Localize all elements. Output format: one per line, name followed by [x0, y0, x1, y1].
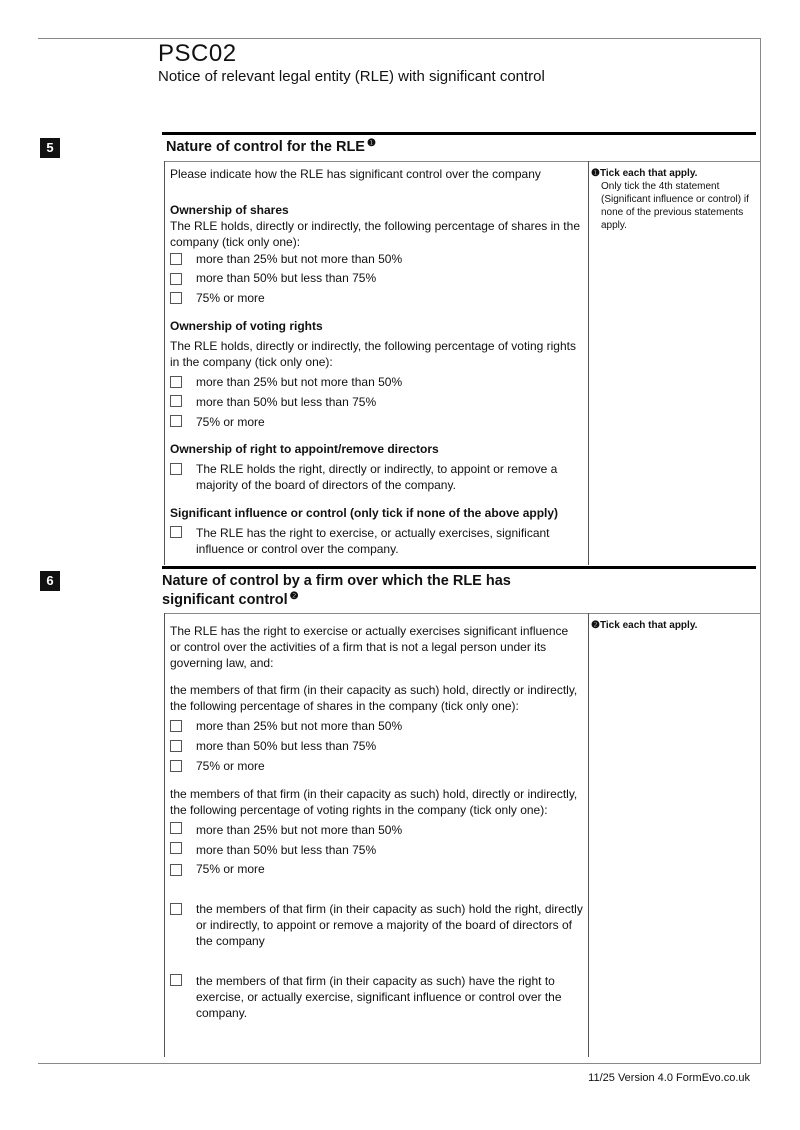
section5-intro: Please indicate how the RLE has significant control over the company [170, 167, 541, 181]
influence-option-line2: influence or control over the company. [196, 542, 399, 556]
firm-shares-option-1-checkbox[interactable] [170, 720, 182, 732]
note-marker-icon: ❷ [289, 591, 299, 602]
firm-voting-option-2-checkbox[interactable] [170, 842, 182, 854]
firm-voting-option-2-label: more than 50% but less than 75% [196, 843, 377, 857]
firm-shares-option-1-label: more than 25% but not more than 50% [196, 719, 403, 733]
section5-title [166, 138, 376, 158]
section6-rule [162, 566, 756, 569]
firm-influence-checkbox[interactable] [170, 974, 182, 986]
right-border [760, 38, 761, 1064]
note-marker-icon: ❷ [591, 620, 600, 631]
form-title: Notice of relevant legal entity (RLE) with significant control [158, 68, 545, 85]
voting-option-2-checkbox[interactable] [170, 395, 182, 407]
form-code: PSC02 [158, 40, 237, 67]
shares-option-1-checkbox[interactable] [170, 253, 182, 265]
section6-box-divider [588, 613, 589, 1057]
section5-box-divider [588, 161, 589, 565]
shares-option-2-checkbox[interactable] [170, 273, 182, 285]
footer-version: 11/25 Version 4.0 FormEvo.co.uk [588, 1072, 750, 1084]
bottom-border [38, 1063, 761, 1064]
directors-option-line1: The RLE holds the right, directly or indirectly, to appoint or remove a [196, 462, 558, 476]
section6-title-line2 [162, 591, 299, 611]
shares-heading: Ownership of shares [170, 203, 289, 217]
note-marker-icon: ❶ [366, 138, 376, 149]
firm-voting-desc-line2: the following percentage of voting rights in the company (tick only one): [170, 803, 548, 817]
shares-desc-line2: company (tick only one): [170, 235, 301, 249]
section6-title-text: significant control [162, 592, 288, 608]
influence-option-line1: The RLE has the right to exercise, or actually exercises, significant [196, 526, 550, 540]
firm-voting-option-3-checkbox[interactable] [170, 864, 182, 876]
firm-shares-option-3-checkbox[interactable] [170, 760, 182, 772]
section5-box-top [164, 161, 761, 162]
voting-option-1-checkbox[interactable] [170, 376, 182, 388]
directors-heading: Ownership of right to appoint/remove directors [170, 442, 439, 456]
shares-option-1-label: more than 25% but not more than 50% [196, 252, 403, 266]
section6-side-note-heading [591, 619, 697, 632]
voting-option-2-label: more than 50% but less than 75% [196, 395, 377, 409]
section5-side-note-heading [591, 167, 697, 180]
firm-directors-checkbox[interactable] [170, 903, 182, 915]
firm-voting-desc-line1: the members of that firm (in their capacity as such) hold, directly or indirectly, [170, 787, 578, 801]
directors-checkbox[interactable] [170, 463, 182, 475]
shares-option-3-label: 75% or more [196, 291, 265, 305]
voting-heading: Ownership of voting rights [170, 319, 323, 333]
section5-number: 5 [40, 138, 60, 158]
firm-shares-option-2-label: more than 50% but less than 75% [196, 739, 377, 753]
firm-shares-desc-line2: the following percentage of shares in the company (tick only one): [170, 699, 519, 713]
section5-box-left [164, 161, 165, 565]
top-border [38, 38, 761, 39]
voting-option-1-label: more than 25% but not more than 50% [196, 375, 403, 389]
firm-influence-line1: the members of that firm (in their capacity as such) have the right to [196, 974, 555, 988]
influence-heading: Significant influence or control (only tick if none of the above apply) [170, 506, 559, 520]
section6-intro-line2: or control over the activities of a firm that is not a legal person under its [170, 640, 547, 654]
firm-influence-line3: company. [196, 1006, 248, 1020]
firm-directors-line1: the members of that firm (in their capacity as such) hold the right, directly [196, 902, 583, 916]
shares-option-2-label: more than 50% but less than 75% [196, 271, 377, 285]
firm-directors-line2: or indirectly, to appoint or remove a majority of the board of directors of [196, 918, 572, 932]
side-note-heading-text: Tick each that apply. [599, 620, 698, 631]
section5-side-note-line3: none of the previous statements [601, 207, 744, 218]
firm-shares-desc-line1: the members of that firm (in their capacity as such) hold, directly or indirectly, [170, 683, 578, 697]
firm-directors-line3: the company [196, 934, 265, 948]
firm-shares-option-3-label: 75% or more [196, 759, 265, 773]
section5-side-note-line2: (Significant influence or control) if [601, 194, 749, 205]
shares-desc-line1: The RLE holds, directly or indirectly, the following percentage of shares in the [170, 219, 580, 233]
section5-title-text: Nature of control for the RLE [166, 139, 365, 155]
section5-side-note-line1: Only tick the 4th statement [601, 181, 720, 192]
voting-option-3-checkbox[interactable] [170, 415, 182, 427]
firm-influence-line2: exercise, or actually exercise, significant influence or control over the [196, 990, 562, 1004]
section6-box-left [164, 613, 165, 1057]
section6-box-top [164, 613, 761, 614]
section5-rule [162, 132, 756, 135]
shares-option-3-checkbox[interactable] [170, 292, 182, 304]
voting-desc-line1: The RLE holds, directly or indirectly, the following percentage of voting rights [170, 339, 576, 353]
firm-shares-option-2-checkbox[interactable] [170, 740, 182, 752]
section5-side-note-line4: apply. [601, 220, 627, 231]
section6-intro-line1: The RLE has the right to exercise or actually exercises significant influence [170, 624, 569, 638]
directors-option-line2: majority of the board of directors of the company. [196, 478, 456, 492]
section6-title-line1: Nature of control by a firm over which the RLE has [162, 573, 511, 589]
note-marker-icon: ❶ [591, 168, 600, 179]
voting-desc-line2: in the company (tick only one): [170, 355, 333, 369]
section6-intro-line3: governing law, and: [170, 656, 274, 670]
side-note-heading-text: Tick each that apply. [599, 168, 698, 179]
firm-voting-option-3-label: 75% or more [196, 862, 265, 876]
firm-voting-option-1-checkbox[interactable] [170, 822, 182, 834]
section6-number: 6 [40, 571, 60, 591]
firm-voting-option-1-label: more than 25% but not more than 50% [196, 823, 403, 837]
voting-option-3-label: 75% or more [196, 415, 265, 429]
influence-checkbox[interactable] [170, 526, 182, 538]
